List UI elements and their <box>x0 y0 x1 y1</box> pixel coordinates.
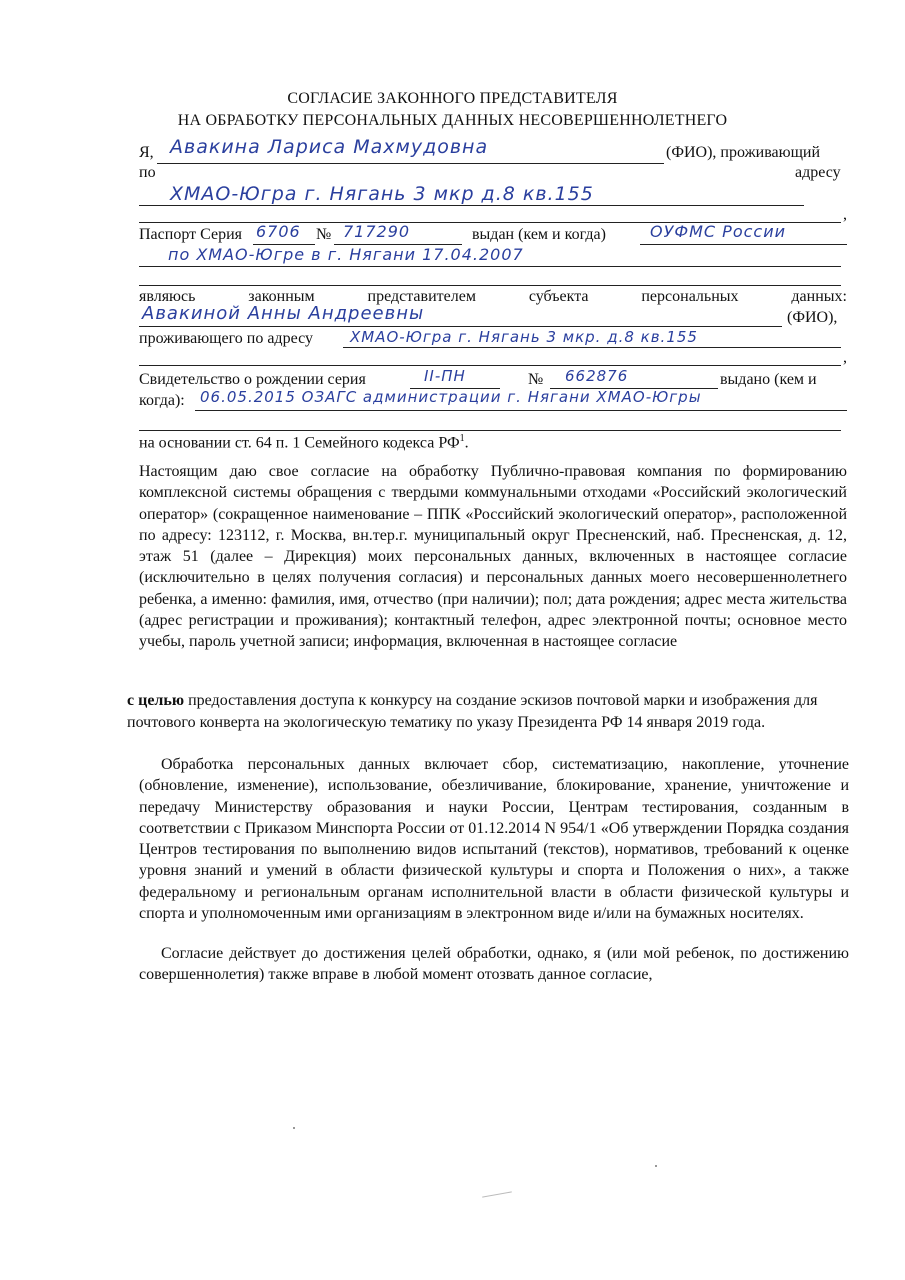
po-word: по <box>139 164 156 181</box>
legal-basis <box>139 433 469 452</box>
word-4: субъекта <box>528 288 589 305</box>
word-2: законным <box>248 288 315 305</box>
address-underline-1 <box>139 205 804 206</box>
fio-label: (ФИО), проживающий <box>666 144 821 161</box>
birth-cert-issued-underline <box>195 410 847 411</box>
address-word: адресу <box>795 164 841 181</box>
birth-cert-when-label: когда): <box>139 392 185 409</box>
child-address-comma: , <box>843 349 847 366</box>
passport-issued-underline-2 <box>139 266 841 267</box>
fio-underline <box>157 163 664 164</box>
passport-issued-handwritten-2: по ХМАО-Югре в г. Нягани 17.04.2007 <box>168 245 524 264</box>
passport-number-handwritten: 717290 <box>343 222 411 241</box>
child-address-label: проживающего по адресу <box>139 330 313 347</box>
passport-series-label: Паспорт Серия <box>139 226 242 243</box>
birth-cert-number-label: № <box>528 371 544 388</box>
passport-blank-underline <box>139 285 841 286</box>
passport-series-handwritten: 6706 <box>256 222 301 241</box>
passport-issued-handwritten-1: ОУФМС России <box>650 222 787 241</box>
processing-paragraph: Обработка персональных данных включает сбор, систематизацию, накопление, уточнение (обновление, изменение), использование, обезличивание, блокирование, хранение, уничтожение и передачу Министерству образования и науки России, Центрам тестирования, созданным в соответствии с Приказом Минспорта России от 01.12.2014 N 954/1 «Об утверждении Порядка создания Центров тестирования по выполнению видов испытаний (текстов), нормативов, требований к оценке уровня знаний и умений в области физической культуры и спорта и Положения о них», а также федеральному и региональным органам исполнительной власти в области физической культуры и спорта и уполномоченным ими организациям в электронном виде и/или на бумажных носителях. <box>139 756 849 923</box>
representative-address-handwritten: ХМАО-Югра г. Нягань 3 мкр д.8 кв.155 <box>170 183 594 205</box>
passport-issued-underline-1 <box>640 244 847 245</box>
scan-dot <box>293 1127 295 1129</box>
purpose-paragraph <box>127 690 849 733</box>
word-3: представителем <box>367 288 476 305</box>
document-title-line-2: НА ОБРАБОТКУ ПЕРСОНАЛЬНЫХ ДАННЫХ НЕСОВЕРШЕННОЛЕТНЕГО <box>177 112 728 129</box>
legal-basis-period: . <box>464 434 469 452</box>
child-address-underline <box>343 347 841 348</box>
document-title-line-1: СОГЛАСИЕ ЗАКОННОГО ПРЕДСТАВИТЕЛЯ <box>287 90 618 107</box>
child-fio-underline <box>139 326 782 327</box>
scan-dot <box>655 1165 657 1167</box>
word-5: персональных <box>641 288 739 305</box>
footnote-marker: 1 <box>459 433 465 444</box>
birth-cert-number-handwritten: 662876 <box>565 367 629 385</box>
word-1: являюсь <box>139 288 196 305</box>
birth-cert-issued-label: выдано (кем и <box>720 371 817 388</box>
word-6: данных: <box>791 288 847 305</box>
consent-paragraph: Настоящим даю свое согласие на обработку Публично-правовая компания по формированию комплексной системы обращения с твердыми коммунальными отходами «Российский экологический оператор» (сокращенное наименование – ППК «Российский экологический оператор», расположенной по адресу: 123112, г. Москва, вн.тер.г. муниципальный округ Пресненский, наб. Пресненская, д. 12, этаж 51 (далее – Дирекция) моих персональных данных, включенных в настоящее согласие (исключительно в целях получения согласия) и персональных данных моего несовершеннолетнего ребенка, а именно: фамилия, имя, отчество (при наличии); пол; дата рождения; адрес места жительства (адрес регистрации и проживания); контактный телефон, адрес электронной почты; основное место учебы, пароль учетной записи; информация, включенная в настоящее согласие <box>139 463 847 651</box>
purpose-text: предоставления доступа к конкурсу на создание эскизов почтовой марки и изображения для почтового конверта на экологическую тематику по указу Президента РФ 14 января 2019 года. <box>127 692 818 731</box>
birth-cert-issued-handwritten: 06.05.2015 ОЗАГС администрации г. Нягани ХМАО-Югры <box>200 388 702 406</box>
scan-mark <box>482 1191 512 1197</box>
child-fio-label: (ФИО), <box>787 309 838 326</box>
passport-number-label: № <box>316 226 332 243</box>
child-fio-handwritten: Авакиной Анны Андреевны <box>142 303 425 324</box>
purpose-bold: с целью <box>127 692 185 709</box>
birth-cert-series-handwritten: II-ПН <box>424 367 466 385</box>
birth-cert-blank-underline <box>139 430 841 431</box>
child-address-handwritten: ХМАО-Югра г. Нягань 3 мкр. д.8 кв.155 <box>350 328 698 346</box>
legal-basis-text: на основании ст. 64 п. 1 Семейного кодекса РФ <box>139 434 460 452</box>
passport-issued-label: выдан (кем и когда) <box>472 226 606 243</box>
birth-cert-label: Свидетельство о рождении серия <box>139 371 366 388</box>
child-address-underline-2 <box>139 365 841 366</box>
address-comma: , <box>843 206 847 223</box>
representative-prefix: Я, <box>139 144 154 161</box>
representative-fio-handwritten: Авакина Лариса Махмудовна <box>170 136 489 158</box>
validity-paragraph: Согласие действует до достижения целей обработки, однако, я (или мой ребенок, по достижению совершеннолетия) также вправе в любой момент отозвать данное согласие, <box>139 945 849 984</box>
